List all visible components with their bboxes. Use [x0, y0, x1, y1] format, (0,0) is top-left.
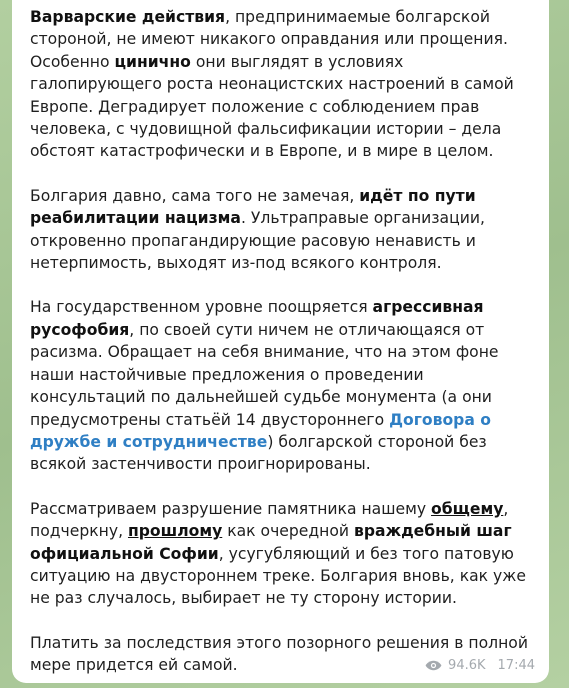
text-span: как очередной — [222, 522, 355, 541]
message-paragraph-1 — [30, 6, 533, 163]
message-time: 17:44 — [497, 658, 535, 673]
bold-phrase: цинично — [114, 52, 191, 71]
text-span: На государственном уровне поощряется — [30, 298, 373, 317]
text-span: Платить за последствия этого позорного решения в полной мере придется ей самой. — [30, 633, 528, 675]
underlined-bold-phrase: прошлому — [127, 522, 223, 541]
text-span: , по своей сути ничем не отличающаяся от расизма. Обращает на себя внимание, что на этом фоне наши настойчивые предложения о проведении консультаций по дальнейшей судьбе монумента (а они предусмотрены статьёй 14 двустороннего — [30, 320, 499, 429]
underlined-bold-phrase: общему — [431, 499, 504, 518]
views-count: 94.6K — [448, 658, 486, 673]
message-meta — [425, 658, 535, 673]
text-span: , подчеркну, — [30, 499, 509, 541]
bold-phrase: идёт по пути реабилитации нацизма — [30, 186, 476, 228]
bold-phrase: агрессивная русофобия — [30, 298, 484, 339]
treaty-link[interactable]: Договора о дружбе и сотрудничестве — [30, 410, 491, 451]
text-span: , усугубляющий и без того патовую ситуацию на двустороннем треке. Болгария вновь, как уже не раз случалось, выбирает не ту сторону истории. — [30, 544, 526, 608]
message-paragraph-3 — [30, 296, 533, 475]
text-span: . Ультраправые организации, откровенно пропагандирующие расовую ненависть и нетерпимость, выходят из-под всякого контроля. — [30, 209, 485, 273]
text-span: Рассматриваем разрушение памятника нашему — [30, 499, 432, 518]
text-span: ) болгарской стороной без всякой застенчивости проигнорированы. — [30, 432, 487, 474]
message-paragraph-4 — [30, 498, 533, 610]
text-span: они выглядят в условиях галопирующего роста неонацистских настроений в самой Европе. Деградирует положение с соблюдением прав человека, с чудовищной фальсификации истории – дела обстоят катастрофически и в Европе, и в мире в целом. — [30, 52, 514, 161]
bold-phrase: Варварские действия — [30, 8, 226, 26]
message-bubble — [12, 0, 549, 683]
bold-phrase: враждебный шаг официальной Софии — [30, 522, 512, 563]
message-paragraph-2 — [30, 185, 533, 275]
eye-icon — [425, 660, 442, 671]
text-span: , предпринимаемые болгарской стороной, не имеют никакого оправдания или прощения. Особенно — [30, 8, 508, 71]
text-span: Болгария давно, сама того не замечая, — [30, 186, 360, 205]
